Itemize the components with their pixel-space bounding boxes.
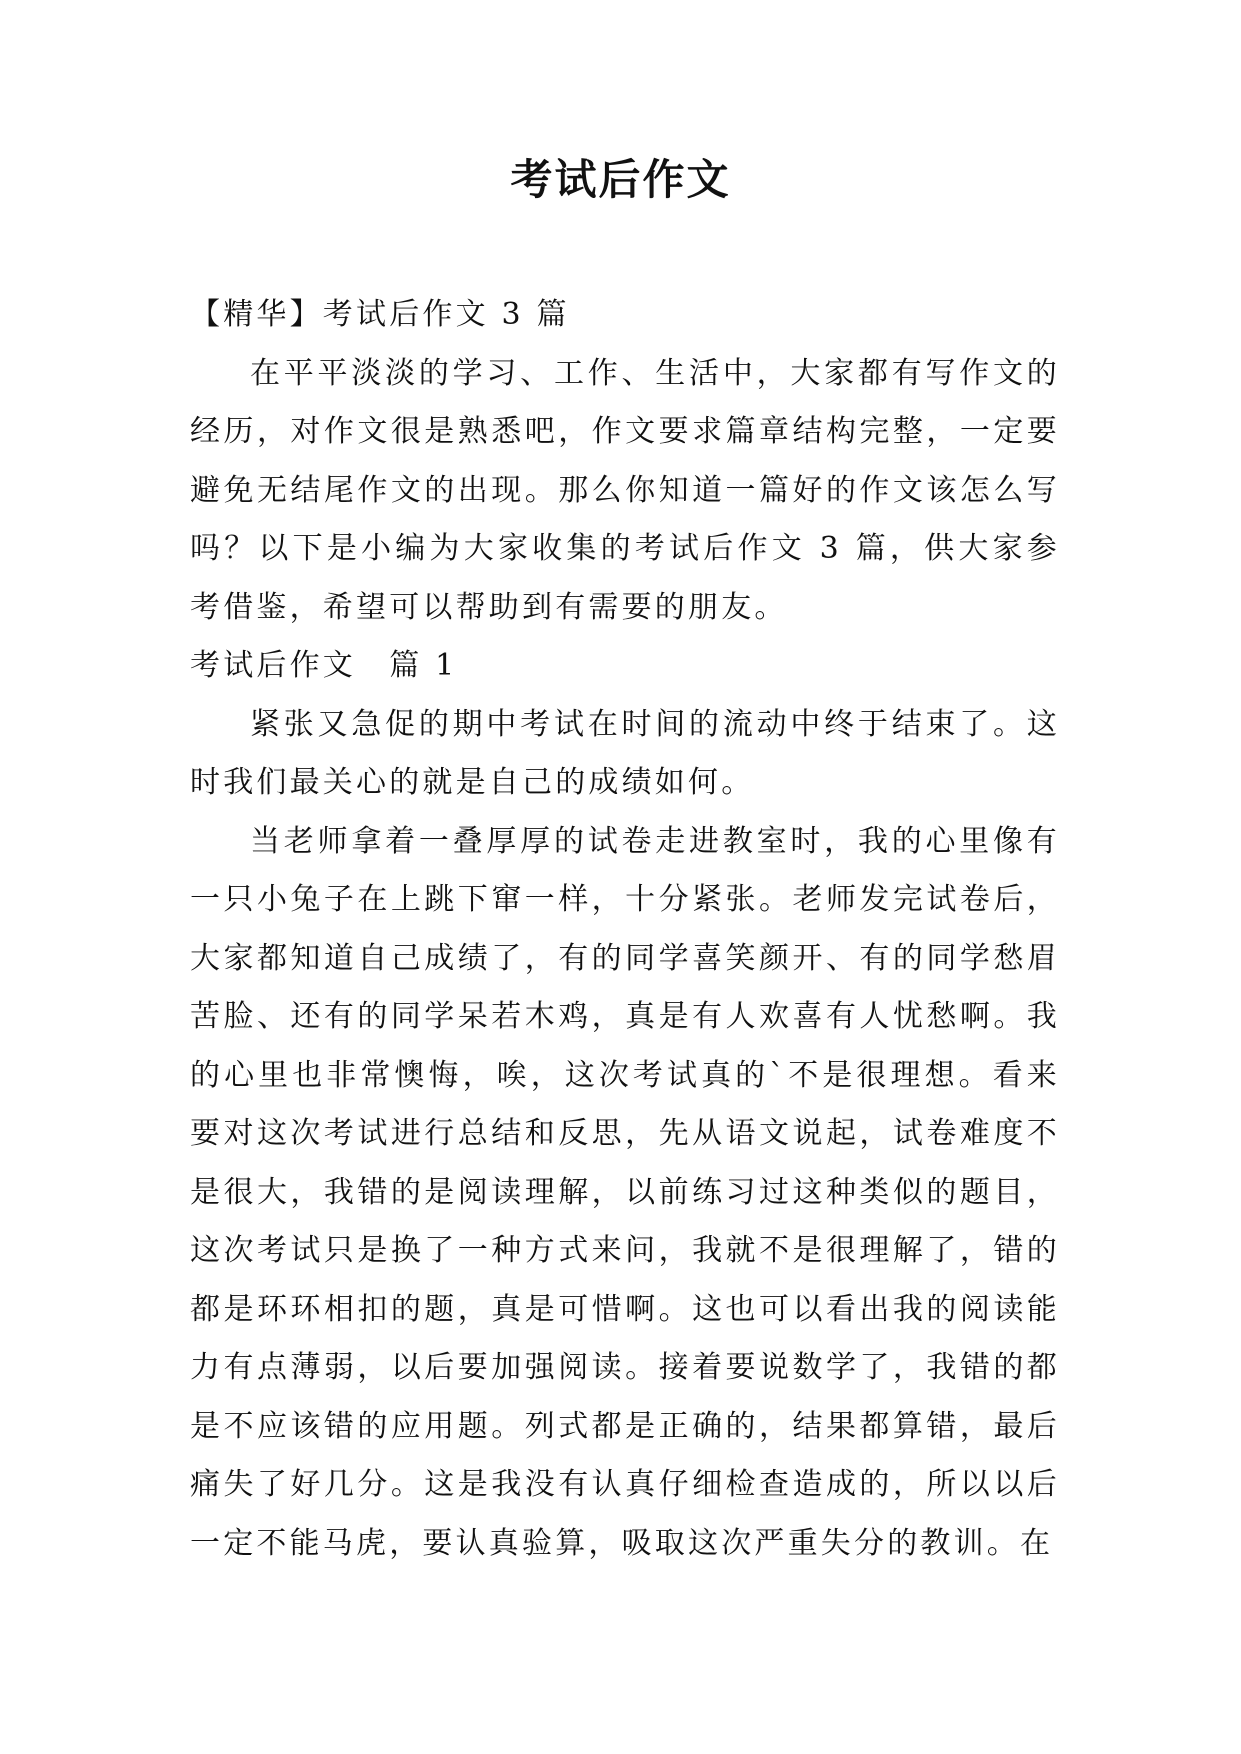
document-subtitle: 【精华】考试后作文 3 篇 (190, 297, 570, 332)
document-title: 考试后作文 (510, 155, 731, 204)
body-paragraph: 紧张又急促的期中考试在时间的流动中终于结束了。这时我们最关心的就是自己的成绩如何。 (190, 706, 1060, 800)
intro-paragraph: 在平平淡淡的学习、工作、生活中，大家都有写作文的经历，对作文很是熟悉吧，作文要求篇章结构完整，一定要避免无结尾作文的出现。那么你知道一篇好的作文该怎么写吗？以下是小编为大家收集的考试后作文 3 篇，供大家参考借鉴，希望可以帮助到有需要的朋友。 (190, 355, 1060, 625)
section-heading: 考试后作文 篇 1 (190, 648, 458, 683)
document-body (190, 286, 1060, 1573)
body-paragraph: 当老师拿着一叠厚厚的试卷走进教室时，我的心里像有一只小兔子在上跳下窜一样，十分紧张。老师发完试卷后，大家都知道自己成绩了，有的同学喜笑颜开、有的同学愁眉苦脸、还有的同学呆若木鸡，真是有人欢喜有人忧愁啊。我的心里也非常懊悔，唉，这次考试真的`不是很理想。看来要对这次考试进行总结和反思，先从语文说起，试卷难度不是很大，我错的是阅读理解，以前练习过这种类似的题目，这次考试只是换了一种方式来问，我就不是很理解了，错的都是环环相扣的题，真是可惜啊。这也可以看出我的阅读能力有点薄弱，以后要加强阅读。接着要说数学了，我错的都是不应该错的应用题。列式都是正确的，结果都算错，最后痛失了好几分。这是我没有认真仔细检查造成的，所以以后一定不能马虎，要认真验算，吸取这次严重失分的教训。在 (190, 823, 1060, 1561)
